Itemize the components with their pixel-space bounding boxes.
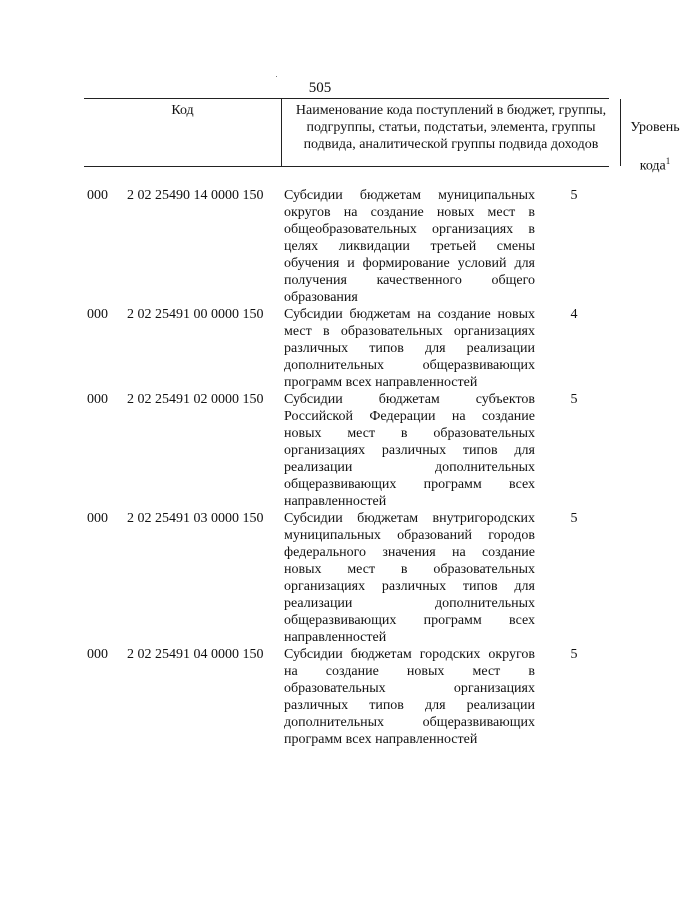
- header-level-line1: Уровень: [630, 120, 680, 135]
- admin-code: 000: [87, 188, 108, 203]
- code-level: 5: [570, 392, 578, 407]
- table-row: [84, 391, 609, 510]
- income-code: 2 02 25490 14 0000 150: [127, 188, 264, 203]
- scan-speck: [276, 76, 277, 77]
- income-code: 2 02 25491 03 0000 150: [127, 511, 264, 526]
- income-name: Субсидии бюджетам на создание новых мест в образовательных организациях различных типов для реализации дополнительных общеразвивающих программ всех направленностей: [284, 307, 535, 390]
- admin-code: 000: [87, 307, 108, 322]
- income-name: Субсидии бюджетам субъектов Российской Федерации на создание новых мест в образовательных организациях различных типов для реализации дополнительных общеразвивающих программ всех направленностей: [284, 392, 535, 509]
- table-body: [84, 187, 609, 748]
- table-row: [84, 306, 609, 391]
- income-code: 2 02 25491 04 0000 150: [127, 647, 264, 662]
- code-level: 5: [570, 647, 578, 662]
- admin-code: 000: [87, 392, 108, 407]
- table-row: [84, 187, 609, 306]
- table-row: [84, 646, 609, 748]
- page-number: 505: [308, 80, 332, 96]
- header-code: Код: [171, 103, 194, 118]
- code-level: 4: [570, 307, 578, 322]
- header-level-footnote: 1: [665, 156, 671, 166]
- admin-code: 000: [87, 647, 108, 662]
- code-level: 5: [570, 511, 578, 526]
- table-header: [84, 98, 680, 174]
- income-code: 2 02 25491 02 0000 150: [127, 392, 264, 407]
- income-name: Субсидии бюджетам муниципальных округов на создание новых мест в общеобразовательных организациях в целях ликвидации третьей смены обучения и формирование условий для получения качественного общего образования: [284, 188, 535, 305]
- header-name: Наименование кода поступлений в бюджет, группы, подгруппы, статьи, подстатьи, элемента, группы подвида, аналитической группы подвида доходов: [281, 99, 621, 166]
- header-level-word: кода: [639, 158, 666, 174]
- income-name: Субсидии бюджетам городских округов на создание новых мест в образовательных организациях различных типов для реализации дополнительных общеразвивающих программ всех направленностей: [284, 647, 535, 747]
- code-level: 5: [570, 188, 578, 203]
- income-name: Субсидии бюджетам внутригородских муниципальных образований городов федерального значения на создание новых мест в образовательных организациях различных типов для реализации дополнительных общеразвивающих программ всех направленностей: [284, 511, 535, 645]
- table-row: [84, 510, 609, 646]
- admin-code: 000: [87, 511, 108, 526]
- header-level-line2: [621, 153, 689, 175]
- header-level: [621, 99, 689, 174]
- income-code: 2 02 25491 00 0000 150: [127, 307, 264, 322]
